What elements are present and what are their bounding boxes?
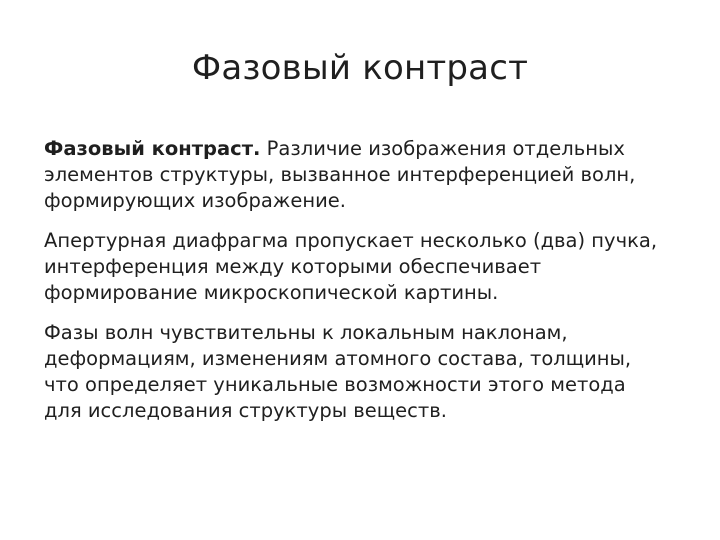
paragraph-line: для исследования структуры веществ. xyxy=(44,399,447,422)
slide-title: Фазовый контраст xyxy=(191,48,529,88)
paragraph-line: Апертурная диафрагма пропускает несколько (два) пучка, xyxy=(44,229,658,252)
paragraph-line: интерференция между которыми обеспечивает xyxy=(44,255,542,278)
paragraph-line: элементов структуры, вызванное интерференцией волн, xyxy=(44,163,636,186)
paragraph-line: Различие изображения отдельных xyxy=(260,137,625,160)
paragraph-definition xyxy=(44,136,704,214)
paragraph-aperture xyxy=(44,228,704,306)
paragraph-line: формирование микроскопической картины. xyxy=(44,281,499,304)
paragraph-line: деформациям, изменениям атомного состава, толщины, xyxy=(44,347,632,370)
paragraph-line: формирующих изображение. xyxy=(44,189,346,212)
paragraph-line: что определяет уникальные возможности этого метода xyxy=(44,373,626,396)
paragraph-line: Фазы волн чувствительны к локальным наклонам, xyxy=(44,321,568,344)
term-phase-contrast: Фазовый контраст. xyxy=(44,137,261,160)
slide-body xyxy=(44,136,704,438)
paragraph-phases xyxy=(44,320,704,424)
